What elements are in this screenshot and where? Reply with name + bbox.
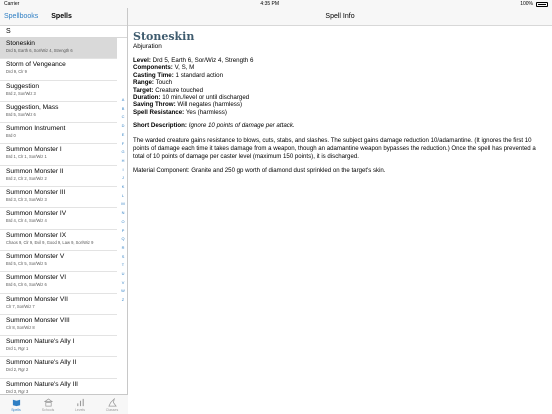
prop-label: Saving Throw: [133, 101, 176, 109]
list-item-name: Suggestion [6, 82, 39, 90]
list-item-info: Drd 1, Rgr 1 [6, 346, 29, 352]
index-letter[interactable]: F [121, 140, 125, 146]
list-item[interactable] [0, 38, 117, 59]
prop-value: 1 standard action [175, 71, 224, 79]
index-letter[interactable]: A [121, 97, 125, 102]
tab-label: Schools [41, 407, 55, 412]
list-item-info: Brd 0 [6, 133, 16, 139]
list-item-name: Summon Monster IV [6, 210, 67, 218]
list-item-info: Brd 4, Clr 4, Sor/Wiz 4 [6, 218, 47, 224]
material-component: Material Component: Granite and 250 gp worth of diamond dust sprinkled on the target's skin. [133, 167, 386, 175]
prop-label: Duration: [133, 94, 161, 102]
spell-description: The warded creature gains resistance to blows, cuts, stabs, and slashes. The subject gains damage reduction 10/adamantine. (It ignores the first 10 points of damage each time it takes damage from a weapon, though an adamantine weapon bypasses the reduction.) Once the spell has prevented a total of 10 points of damage per caster level (maximum 150 points), it is discharged. [133, 137, 536, 160]
index-letter[interactable]: T [121, 262, 125, 268]
short-description [133, 122, 547, 130]
tab-levels[interactable] [64, 395, 96, 414]
index-letter[interactable]: P [121, 227, 125, 233]
prop-components [133, 64, 547, 71]
list-item-name: Suggestion, Mass [6, 103, 59, 111]
index-letter[interactable]: J [122, 175, 124, 181]
index-letter[interactable]: G [121, 149, 125, 155]
index-letter[interactable]: N [121, 210, 125, 216]
clock: 4:35 PM [260, 1, 280, 7]
prop-value: Yes (harmless) [185, 108, 227, 116]
tab-label: Spells [11, 407, 21, 412]
list-item-name: Summon Nature's Ally I [6, 338, 75, 346]
index-letter[interactable]: M [121, 201, 125, 207]
list-item-info: Drd 3, Rgr 3 [6, 388, 29, 394]
prop-value: Creature touched [155, 86, 204, 94]
index-letter[interactable]: E [121, 131, 125, 137]
battery-percent: 100% [520, 1, 533, 7]
prop-label: Target: [133, 86, 154, 94]
list-item[interactable] [0, 166, 117, 187]
list-item-name: Summon Monster II [6, 167, 64, 175]
prop-value: Will negates (harmless) [177, 101, 243, 109]
list-item[interactable] [0, 357, 117, 378]
index-letter[interactable]: S [121, 253, 125, 259]
index-letter[interactable]: U [121, 271, 125, 277]
index-letter[interactable]: L [121, 192, 125, 198]
list-item-info: Brd 2, Clr 2, Sor/Wiz 2 [6, 175, 47, 181]
list-item[interactable] [0, 272, 117, 293]
wizard-hat-icon [108, 398, 117, 407]
index-letter[interactable]: D [121, 123, 125, 129]
list-item-info: Drd 2, Rgr 2 [6, 367, 29, 373]
list-item-info: Drd 5, Earth 6, Sor/Wiz 4, Strength 6 [6, 48, 73, 53]
list-item[interactable] [0, 144, 117, 165]
spell-list[interactable] [0, 38, 117, 402]
prop-label: Spell Resistance: [133, 108, 185, 116]
short-description-label: Short Description: [133, 122, 187, 130]
list-item[interactable] [0, 208, 117, 229]
prop-label: Range: [133, 79, 154, 87]
list-item-info: Brd 3, Clr 3, Sor/Wiz 3 [6, 197, 47, 203]
index-letter[interactable]: O [121, 218, 125, 224]
search-field[interactable]: S [0, 26, 127, 38]
index-letter[interactable]: C [121, 114, 125, 120]
list-item-name: Summon Nature's Ally II [6, 359, 77, 367]
prop-level [133, 57, 547, 64]
list-item-info: Drd 9, Clr 9 [6, 69, 27, 75]
prop-label: Components: [133, 64, 173, 72]
tab-schools[interactable] [32, 395, 64, 414]
list-item[interactable] [0, 315, 117, 336]
list-item-name: Summon Monster IX [6, 231, 67, 239]
index-letter[interactable]: W [121, 288, 125, 294]
list-item[interactable] [0, 123, 117, 144]
prop-range [133, 79, 547, 86]
tab-label: Classes [105, 407, 119, 412]
prop-spell-resistance [133, 109, 547, 116]
tab-bar [0, 394, 128, 414]
master-navbar [0, 8, 127, 26]
list-item[interactable] [0, 230, 117, 251]
book-icon [12, 398, 21, 407]
tab-label: Levels [74, 407, 86, 412]
master-title: Spells [51, 13, 72, 20]
index-letter[interactable]: H [121, 157, 125, 163]
prop-value: Drd 5, Earth 6, Sor/Wiz 4, Strength 6 [152, 57, 254, 64]
carrier-label: Carrier [4, 1, 20, 7]
list-item-name: Summon Instrument [6, 125, 66, 133]
spell-title: Stoneskin [133, 30, 195, 43]
list-item[interactable] [0, 59, 117, 80]
list-item-info: Brd 5, Clr 5, Sor/Wiz 5 [6, 260, 47, 266]
list-item-info: Brd 6, Clr 6, Sor/Wiz 6 [6, 282, 47, 288]
levels-icon [76, 398, 85, 407]
list-item[interactable] [0, 251, 117, 272]
list-item[interactable] [0, 187, 117, 208]
detail-navbar-title: Spell Info [128, 8, 552, 26]
spell-list-pane [0, 8, 128, 414]
index-letter[interactable]: K [121, 184, 125, 190]
list-item-name: Storm of Vengeance [6, 61, 66, 69]
list-item[interactable] [0, 294, 117, 315]
prop-value: V, S, M [174, 64, 195, 72]
prop-label: Casting Time: [133, 71, 174, 79]
back-button[interactable]: Spellbooks [4, 13, 39, 20]
prop-value: 10 min./level or until discharged [162, 94, 250, 102]
prop-duration [133, 94, 547, 101]
list-item-info: Chaos 9, Clr 9, Evil 9, Good 9, Law 9, Sor/Wiz 9 [6, 239, 94, 245]
list-item-info: Brd 2, Sor/Wiz 3 [6, 90, 36, 96]
spell-school: Abjuration [133, 43, 162, 50]
prop-label: Level: [133, 57, 151, 64]
list-item-info: Brd 1, Clr 1, Sor/Wiz 1 [6, 154, 47, 160]
list-item-info: Brd 5, Sor/Wiz 6 [6, 111, 36, 117]
list-item-name: Summon Monster III [6, 189, 66, 197]
status-bar [0, 0, 552, 8]
list-item-name: Summon Monster VII [6, 295, 68, 303]
index-letter[interactable]: Q [121, 236, 125, 242]
list-item-name: Summon Monster I [6, 146, 62, 154]
tab-spells[interactable] [0, 395, 32, 414]
prop-saving-throw [133, 101, 547, 108]
short-description-text: Ignore 10 points of damage per attack. [188, 122, 295, 130]
list-item-info: Clr 8, Sor/Wiz 8 [6, 324, 35, 330]
list-item[interactable] [0, 336, 117, 357]
list-item[interactable] [0, 81, 117, 102]
prop-target [133, 87, 547, 94]
spell-info [128, 26, 552, 179]
list-item-name: Summon Monster VIII [6, 316, 70, 324]
index-letter[interactable]: Z [121, 297, 125, 303]
section-index[interactable] [119, 96, 127, 305]
index-letter[interactable]: B [121, 105, 125, 111]
index-letter[interactable]: I [122, 166, 124, 172]
prop-value: Touch [155, 79, 173, 87]
list-item-name: Stoneskin [6, 40, 35, 47]
list-item-info: Clr 7, Sor/Wiz 7 [6, 303, 35, 309]
battery-icon [536, 2, 548, 7]
spell-detail-pane [128, 8, 552, 414]
school-icon [44, 398, 53, 407]
list-item-name: Summon Nature's Ally III [6, 380, 78, 388]
tab-classes[interactable] [96, 395, 128, 414]
list-item[interactable] [0, 102, 117, 123]
index-letter[interactable]: R [121, 244, 125, 250]
list-item-name: Summon Monster VI [6, 274, 67, 282]
list-item-name: Summon Monster V [6, 252, 65, 260]
battery-status [520, 1, 548, 7]
prop-casting-time [133, 72, 547, 79]
index-letter[interactable]: V [121, 279, 125, 285]
